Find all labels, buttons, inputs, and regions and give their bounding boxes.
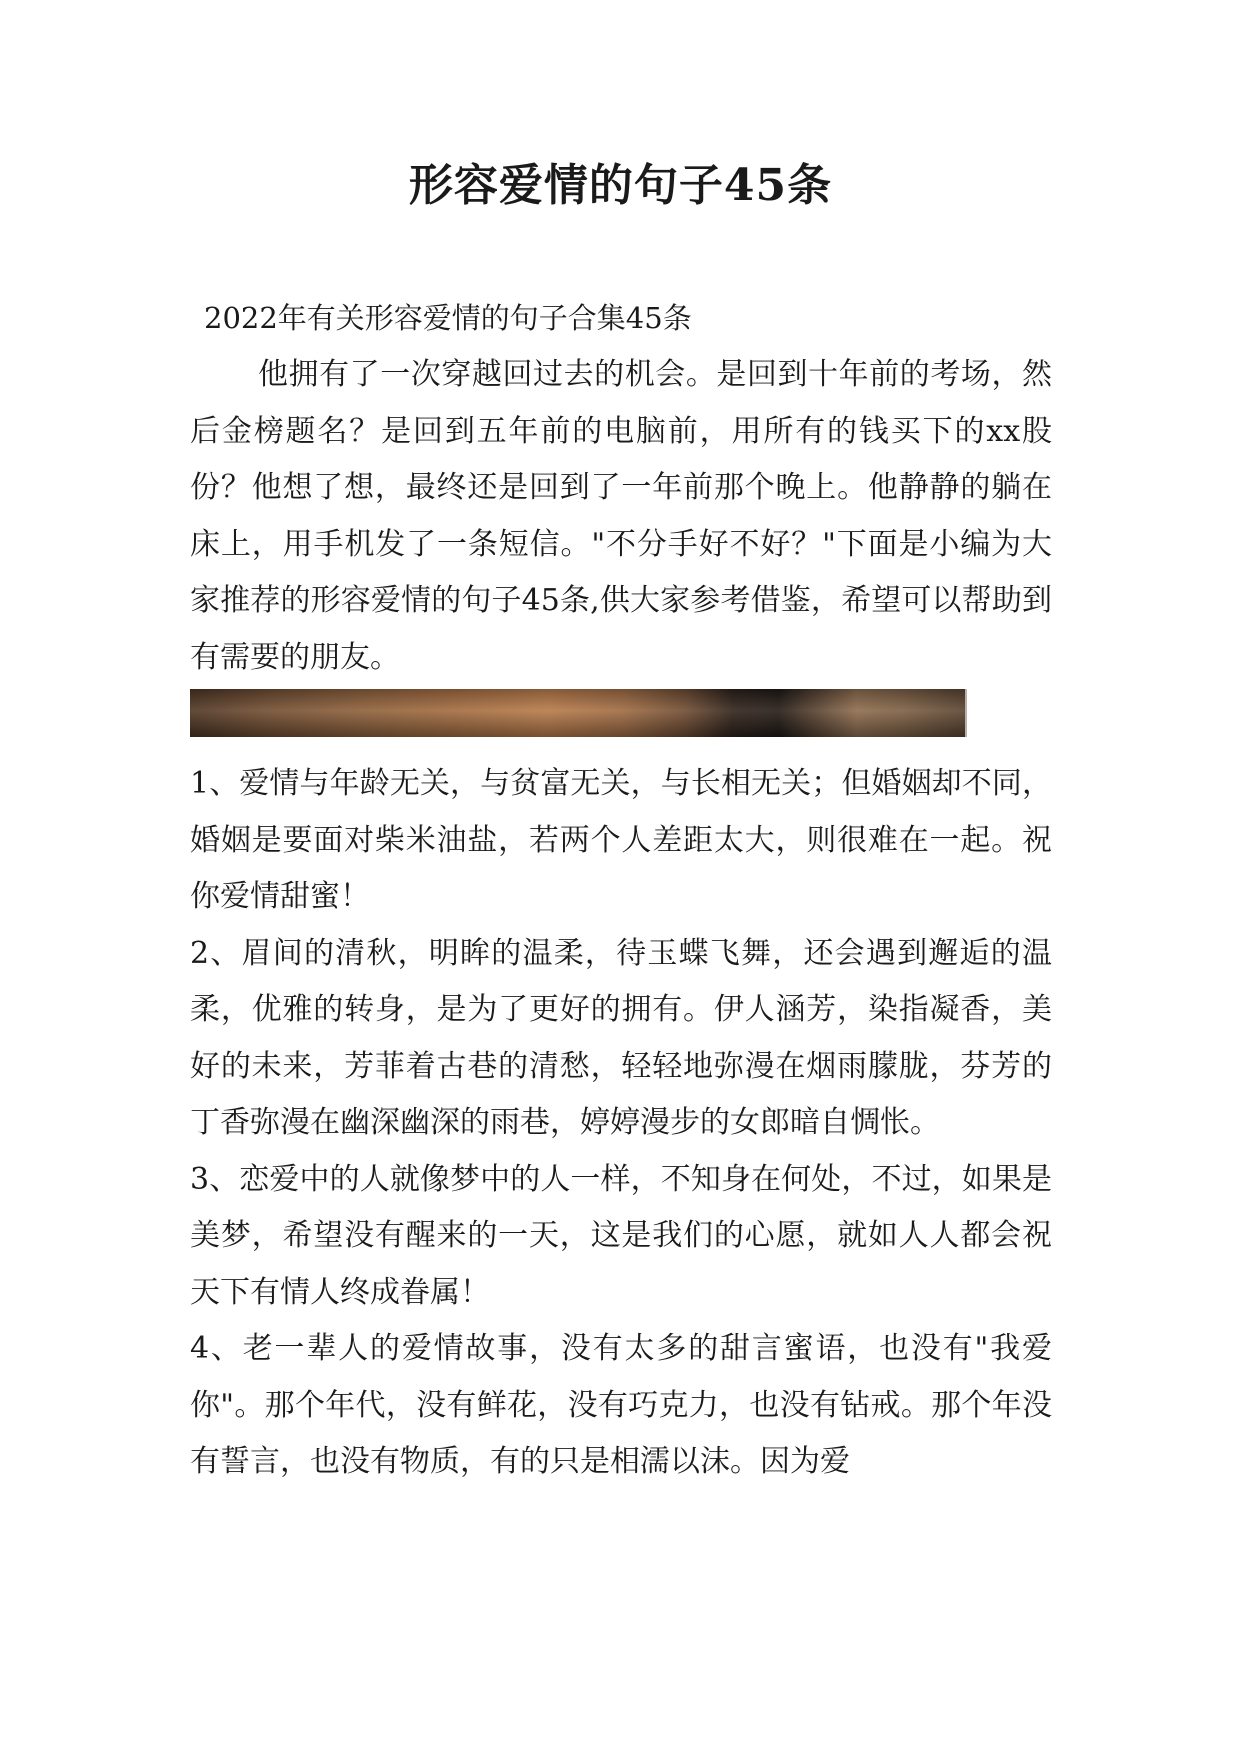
list-item: 1、爱情与年龄无关，与贫富无关，与长相无关；但婚姻却不同，婚姻是要面对柴米油盐，若两个人差距太大，则很难在一起。祝你爱情甜蜜！ xyxy=(190,766,1052,914)
sentence-list xyxy=(190,756,1052,1491)
list-item: 4、老一辈人的爱情故事，没有太多的甜言蜜语，也没有"我爱你"。那个年代，没有鲜花，没有巧克力，也没有钻戒。那个年没有誓言，也没有物质，有的只是相濡以沫。因为爱 xyxy=(190,1331,1052,1479)
intro-section xyxy=(190,347,1052,686)
document-subtitle: 2022年有关形容爱情的句子合集45条 xyxy=(204,301,692,335)
document-title: 形容爱情的句子45条 xyxy=(408,160,833,211)
banner-image xyxy=(190,689,967,737)
list-item: 2、眉间的清秋，明眸的温柔，待玉蝶飞舞，还会遇到邂逅的温柔，优雅的转身，是为了更好的拥有。伊人涵芳，染指凝香，美好的未来，芳菲着古巷的清愁，轻轻地弥漫在烟雨朦胧，芬芳的丁香弥漫在幽深幽深的雨巷，婷婷漫步的女郎暗自惆怅。 xyxy=(190,935,1052,1140)
list-item: 3、恋爱中的人就像梦中的人一样，不知身在何处，不过，如果是美梦，希望没有醒来的一天，这是我们的心愿，就如人人都会祝天下有情人终成眷属！ xyxy=(190,1161,1052,1310)
intro-paragraph: 他拥有了一次穿越回过去的机会。是回到十年前的考场，然后金榜题名？是回到五年前的电脑前，用所有的钱买下的xx股份？他想了想，最终还是回到了一年前那个晚上。他静静的躺在床上，用手机发了一条短信。"不分手好不好？"下面是小编为大家推荐的形容爱情的句子45条,供大家参考借鉴，希望可以帮助到有需要的朋友。 xyxy=(190,357,1052,675)
